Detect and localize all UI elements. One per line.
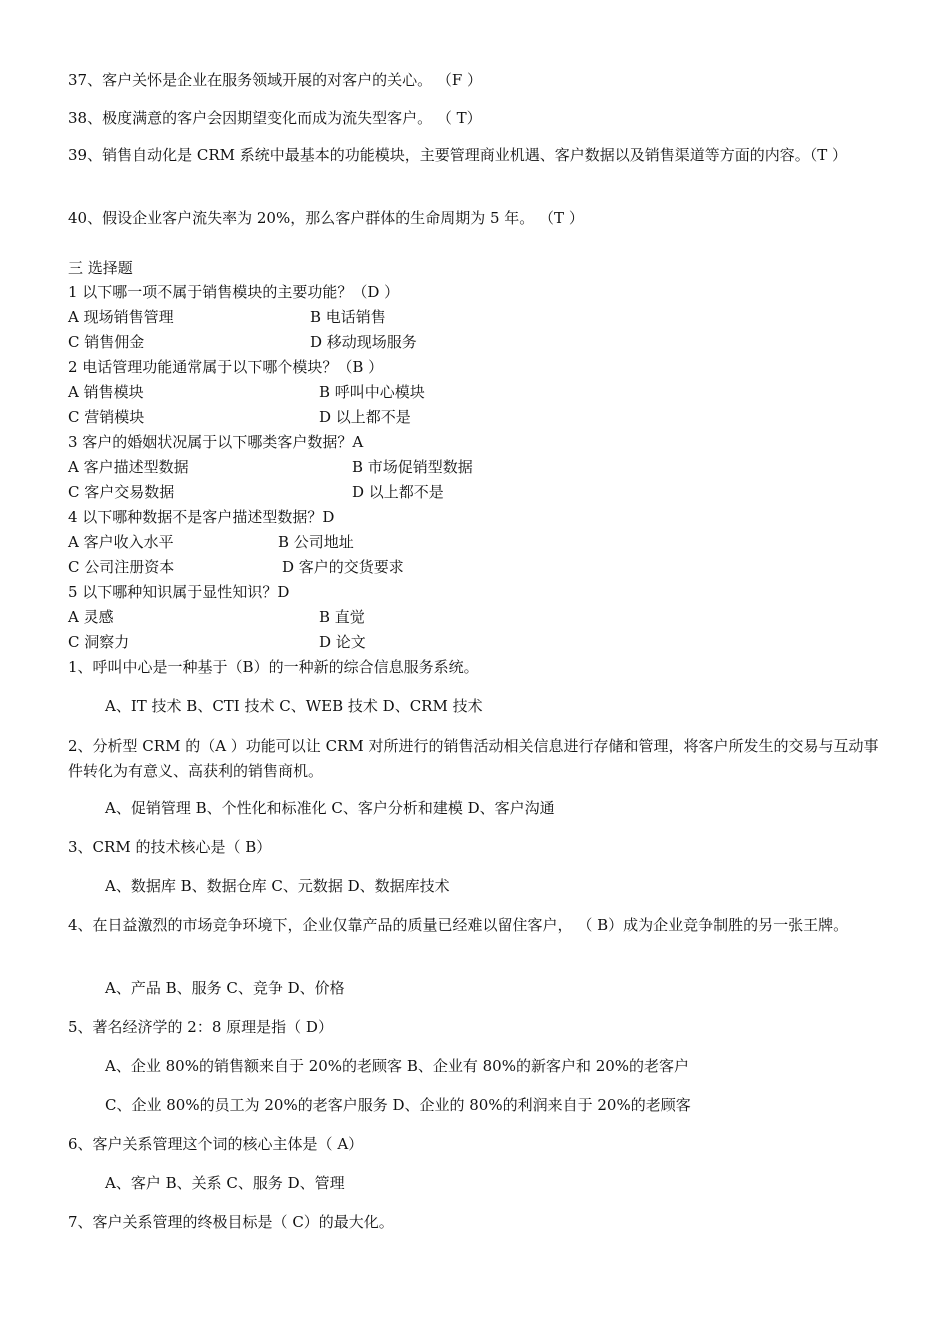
question-options: A、客户 B、关系 C、服务 D、管理 [105,1174,345,1192]
section-title: 三 选择题 [68,259,133,277]
mc-option-d: D 以上都不是 [319,408,411,426]
question-options: A、数据库 B、数据仓库 C、元数据 D、数据库技术 [105,877,450,895]
question-6: 6、客户关系管理这个词的核心主体是（ A） [68,1135,364,1153]
tf-item-40: 40、假设企业客户流失率为 20%，那么客户群体的生命周期为 5 年。 （T ） [68,209,584,227]
mc-question-1: 1 以下哪一项不属于销售模块的主要功能？（D ） [68,283,400,301]
question-2: 2、分析型 CRM 的（A ）功能可以让 CRM 对所进行的销售活动相关信息进行存储和管理，将客户所发生的交易与互动事件转化为有意义、高获利的销售商机。 [68,737,879,780]
question-5: 5、著名经济学的 2：8 原理是指（ D） [68,1018,333,1036]
mc-option-d: D 论文 [319,633,366,651]
mc-option-d: D 客户的交货要求 [282,558,404,576]
mc-option-d: D 以上都不是 [352,483,444,501]
tf-item-38: 38、极度满意的客户会因期望变化而成为流失型客户。 （ T） [68,109,482,127]
mc-option-a: A 客户收入水平 [68,533,174,551]
mc-option-a: A 灵感 [68,608,114,626]
mc-option-c: C 营销模块 [68,408,145,426]
question-3: 3、CRM 的技术核心是（ B） [68,838,272,856]
question-options: C、企业 80%的员工为 20%的老客户服务 D、企业的 80%的利润来自于 20%的老顾客 [105,1096,691,1114]
mc-option-b: B 呼叫中心模块 [319,383,425,401]
mc-question-5: 5 以下哪种知识属于显性知识？D [68,583,290,601]
mc-option-d: D 移动现场服务 [310,333,417,351]
mc-question-3: 3 客户的婚姻状况属于以下哪类客户数据？A [68,433,364,451]
mc-option-b: B 公司地址 [278,533,354,551]
question-4: 4、在日益激烈的市场竞争环境下，企业仅靠产品的质量已经难以留住客户， （ B）成为企业竞争制胜的另一张王牌。 [68,916,849,934]
question-7: 7、客户关系管理的终极目标是（ C）的最大化。 [68,1213,394,1231]
mc-option-b: B 市场促销型数据 [352,458,473,476]
question-1: 1、呼叫中心是一种基于（B）的一种新的综合信息服务系统。 [68,658,479,676]
mc-question-4: 4 以下哪种数据不是客户描述型数据？D [68,508,335,526]
mc-option-b: B 直觉 [319,608,365,626]
mc-option-a: A 现场销售管理 [68,308,174,326]
mc-option-a: A 客户描述型数据 [68,458,189,476]
mc-question-2: 2 电话管理功能通常属于以下哪个模块？（B ） [68,358,384,376]
mc-option-c: C 公司注册资本 [68,558,175,576]
mc-option-c: C 销售佣金 [68,333,145,351]
question-options: A、IT 技术 B、CTI 技术 C、WEB 技术 D、CRM 技术 [105,697,483,715]
mc-option-b: B 电话销售 [310,308,386,326]
tf-item-39: 39、销售自动化是 CRM 系统中最基本的功能模块，主要管理商业机遇、客户数据以及销售渠道等方面的内容。（T ） [68,146,848,164]
mc-option-c: C 洞察力 [68,633,130,651]
question-options: A、企业 80%的销售额来自于 20%的老顾客 B、企业有 80%的新客户和 20%的老客户 [105,1057,690,1075]
mc-option-c: C 客户交易数据 [68,483,175,501]
question-options: A、促销管理 B、个性化和标准化 C、客户分析和建模 D、客户沟通 [105,799,555,817]
mc-option-a: A 销售模块 [68,383,144,401]
tf-item-37: 37、客户关怀是企业在服务领域开展的对客户的关心。 （F ） [68,71,483,89]
question-options: A、产品 B、服务 C、竞争 D、价格 [105,979,345,997]
